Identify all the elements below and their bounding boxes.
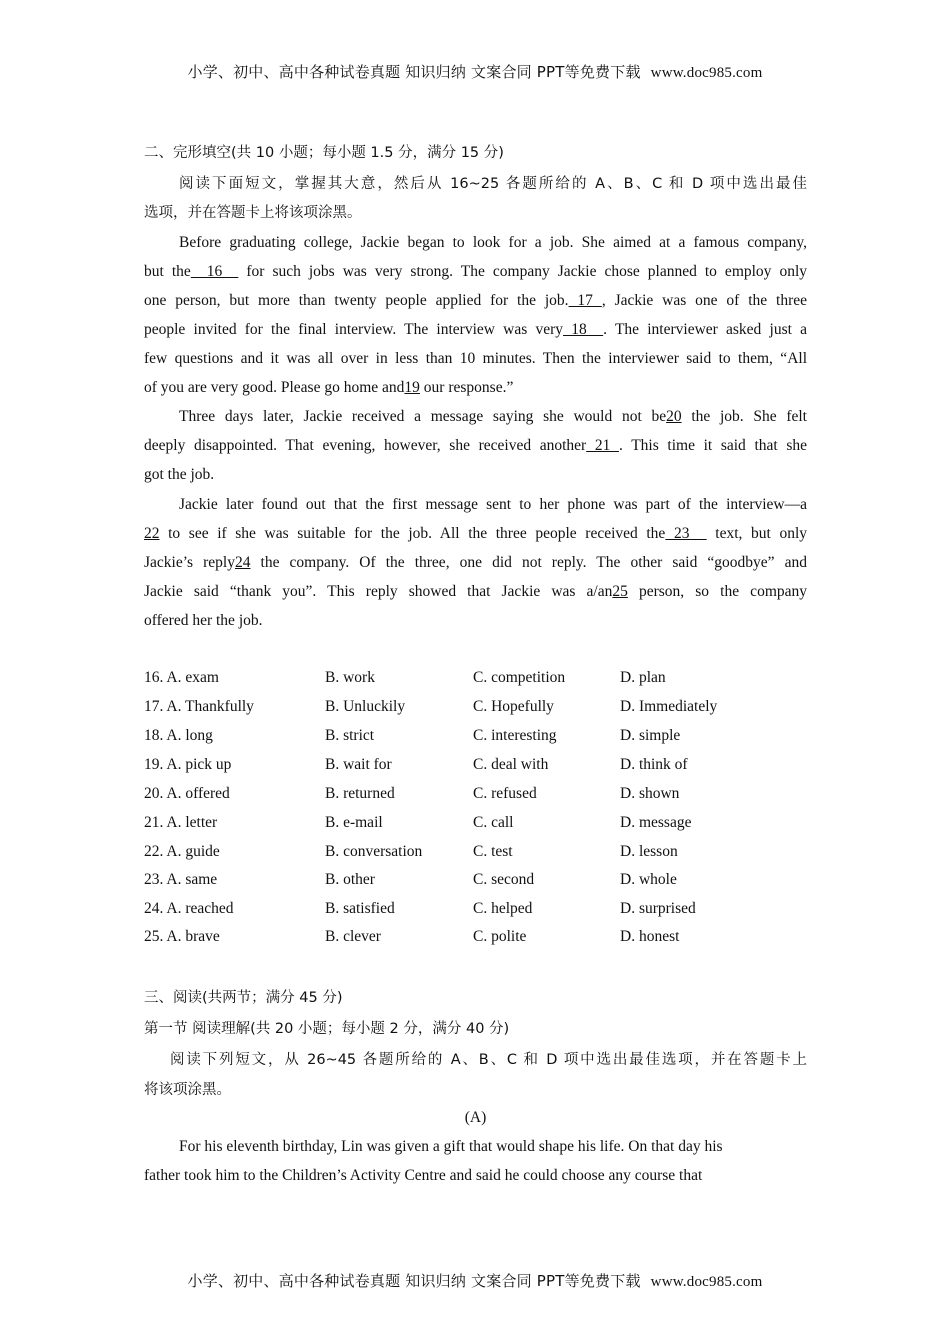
passage-p3-line5: offered her the job. (144, 612, 263, 629)
passage-p2-line1: Three days later, Jackie received a message saying she would not be20 the job. She felt (179, 408, 807, 425)
passage-p1-line6: of you are very good. Please go home and19 our response.” (144, 379, 514, 396)
page-header (0, 61, 950, 82)
blank-16: 16 (190, 263, 239, 280)
blank-17: 17 (568, 292, 602, 309)
blank-22: 22 (144, 525, 160, 542)
passage-p3-line4: Jackie said “thank you”. This reply showed that Jackie was a/an25 person, so the company (144, 583, 807, 600)
passage-p2-line2: deeply disappointed. That evening, however, she received another 21 . This time it said that she (144, 437, 807, 454)
footer-text: 小学、初中、高中各种试卷真题 知识归纳 文案合同 PPT等免费下载 (187, 1272, 641, 1290)
section3-instruction-1: 阅读下列短文，从 26~45 各题所给的 A、B、C 和 D 项中选出最佳选项，并在答题卡上 (170, 1052, 807, 1068)
section3-instruction-2: 将该项涂黑。 (144, 1082, 231, 1098)
passage-p1-line3: one person, but more than twenty people applied for the job. 17 , Jackie was one of the three (144, 292, 808, 309)
blank-25: 25 (612, 583, 628, 600)
passage-a-label: (A) (464, 1109, 487, 1126)
blank-18: 18 (563, 321, 604, 338)
passage-a-line1: For his eleventh birthday, Lin was given a gift that would shape his life. On that day his (179, 1138, 723, 1155)
blank-23: 23 (665, 525, 707, 542)
section3-title: 三、阅读(共两节；满分 45 分) (144, 990, 343, 1006)
blank-21: 21 (586, 437, 619, 454)
header-url: www.doc985.com (650, 65, 763, 81)
passage-p1-line4: people invited for the final interview. The interview was very 18 . The interviewer asked just a (144, 321, 807, 338)
passage-p1-line2: but the 16 for such jobs was very strong. The company Jackie chose planned to employ only (144, 263, 808, 280)
passage-p3-line1: Jackie later found out that the first message sent to her phone was part of the interview—a (179, 496, 807, 513)
section3-subtitle: 第一节 阅读理解(共 20 小题；每小题 2 分，满分 40 分) (144, 1021, 510, 1037)
blank-19: 19 (404, 379, 420, 396)
section2-instruction-2: 选项，并在答题卡上将该项涂黑。 (144, 205, 362, 221)
passage-p1-line5: few questions and it was all over in less than 10 minutes. Then the interviewer said to them, “All (144, 350, 807, 367)
page-footer (0, 1270, 950, 1291)
passage-p3-line2: 22 to see if she was suitable for the job. All the three people received the 23 text, but only (144, 525, 808, 542)
footer-url: www.doc985.com (650, 1274, 763, 1290)
passage-p3-line3: Jackie’s reply24 the company. Of the three, one did not reply. The other said “goodbye” and (144, 554, 807, 571)
section2-title: 二、完形填空(共 10 小题；每小题 1.5 分，满分 15 分) (144, 145, 504, 161)
blank-20: 20 (666, 408, 682, 425)
passage-p1-line1: Before graduating college, Jackie began to look for a job. She aimed at a famous company, (179, 234, 807, 251)
blank-24: 24 (234, 554, 251, 571)
section2-instruction-1: 阅读下面短文，掌握其大意，然后从 16~25 各题所给的 A、B、C 和 D 项中选出最佳 (179, 176, 807, 192)
passage-a-line2: father took him to the Children’s Activity Centre and said he could choose any course that (144, 1167, 703, 1184)
header-text: 小学、初中、高中各种试卷真题 知识归纳 文案合同 PPT等免费下载 (187, 63, 641, 81)
passage-p2-line3: got the job. (144, 466, 215, 483)
